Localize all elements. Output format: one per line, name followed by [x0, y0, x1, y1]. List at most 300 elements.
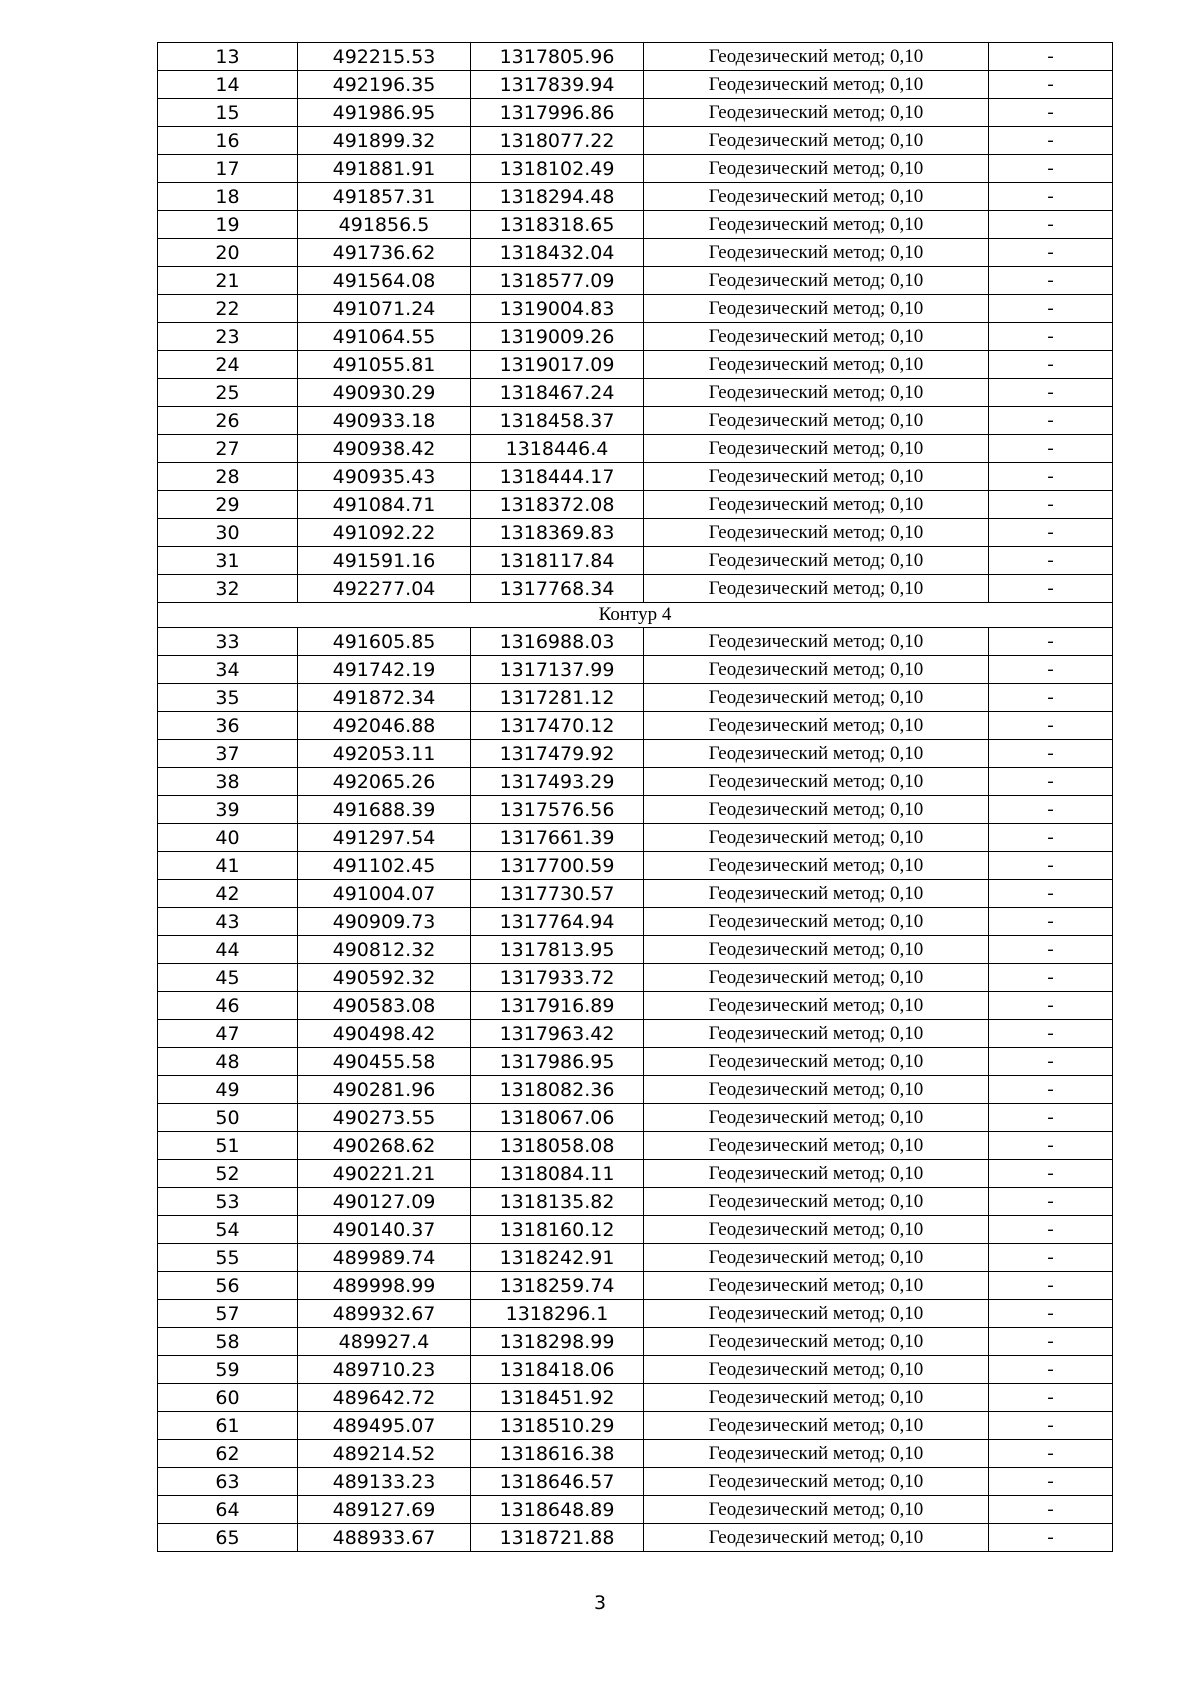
point-number-cell: 53	[158, 1188, 298, 1216]
point-number-cell: 32	[158, 575, 298, 603]
point-number-cell: 41	[158, 852, 298, 880]
x-coordinate-cell: 490455.58	[298, 1048, 471, 1076]
y-coordinate-cell: 1318259.74	[471, 1272, 644, 1300]
table-row	[158, 323, 1113, 351]
point-number-cell: 37	[158, 740, 298, 768]
x-coordinate-cell: 491564.08	[298, 267, 471, 295]
point-number-cell: 29	[158, 491, 298, 519]
note-cell: -	[989, 267, 1113, 295]
y-coordinate-cell: 1318082.36	[471, 1076, 644, 1104]
point-number-cell: 27	[158, 435, 298, 463]
method-cell: Геодезический метод; 0,10	[644, 211, 989, 239]
y-coordinate-cell: 1318616.38	[471, 1440, 644, 1468]
method-cell: Геодезический метод; 0,10	[644, 267, 989, 295]
y-coordinate-cell: 1318369.83	[471, 519, 644, 547]
method-cell: Геодезический метод; 0,10	[644, 1272, 989, 1300]
note-cell: -	[989, 71, 1113, 99]
x-coordinate-cell: 492215.53	[298, 43, 471, 71]
table-row	[158, 547, 1113, 575]
y-coordinate-cell: 1317986.95	[471, 1048, 644, 1076]
y-coordinate-cell: 1318444.17	[471, 463, 644, 491]
table-row	[158, 824, 1113, 852]
method-cell: Геодезический метод; 0,10	[644, 740, 989, 768]
note-cell: -	[989, 656, 1113, 684]
point-number-cell: 42	[158, 880, 298, 908]
method-cell: Геодезический метод; 0,10	[644, 1048, 989, 1076]
point-number-cell: 31	[158, 547, 298, 575]
point-number-cell: 59	[158, 1356, 298, 1384]
note-cell: -	[989, 211, 1113, 239]
table-row	[158, 211, 1113, 239]
table-row	[158, 964, 1113, 992]
point-number-cell: 28	[158, 463, 298, 491]
method-cell: Геодезический метод; 0,10	[644, 1328, 989, 1356]
contour-title: Контур 4	[158, 603, 1113, 628]
y-coordinate-cell: 1317933.72	[471, 964, 644, 992]
table-row	[158, 435, 1113, 463]
table-row	[158, 71, 1113, 99]
table-row	[158, 1104, 1113, 1132]
x-coordinate-cell: 491297.54	[298, 824, 471, 852]
point-number-cell: 64	[158, 1496, 298, 1524]
table-row	[158, 740, 1113, 768]
point-number-cell: 13	[158, 43, 298, 71]
y-coordinate-cell: 1317661.39	[471, 824, 644, 852]
y-coordinate-cell: 1318467.24	[471, 379, 644, 407]
point-number-cell: 30	[158, 519, 298, 547]
table-row	[158, 407, 1113, 435]
x-coordinate-cell: 490812.32	[298, 936, 471, 964]
note-cell: -	[989, 435, 1113, 463]
y-coordinate-cell: 1318242.91	[471, 1244, 644, 1272]
point-number-cell: 23	[158, 323, 298, 351]
note-cell: -	[989, 1300, 1113, 1328]
y-coordinate-cell: 1318646.57	[471, 1468, 644, 1496]
note-cell: -	[989, 127, 1113, 155]
x-coordinate-cell: 491857.31	[298, 183, 471, 211]
x-coordinate-cell: 489642.72	[298, 1384, 471, 1412]
method-cell: Геодезический метод; 0,10	[644, 491, 989, 519]
point-number-cell: 38	[158, 768, 298, 796]
method-cell: Геодезический метод; 0,10	[644, 1468, 989, 1496]
y-coordinate-cell: 1317493.29	[471, 768, 644, 796]
method-cell: Геодезический метод; 0,10	[644, 1300, 989, 1328]
method-cell: Геодезический метод; 0,10	[644, 824, 989, 852]
y-coordinate-cell: 1318298.99	[471, 1328, 644, 1356]
method-cell: Геодезический метод; 0,10	[644, 155, 989, 183]
point-number-cell: 17	[158, 155, 298, 183]
table-row	[158, 267, 1113, 295]
table-row	[158, 796, 1113, 824]
table-row	[158, 463, 1113, 491]
point-number-cell: 15	[158, 99, 298, 127]
x-coordinate-cell: 492053.11	[298, 740, 471, 768]
note-cell: -	[989, 99, 1113, 127]
method-cell: Геодезический метод; 0,10	[644, 684, 989, 712]
point-number-cell: 62	[158, 1440, 298, 1468]
point-number-cell: 56	[158, 1272, 298, 1300]
x-coordinate-cell: 489710.23	[298, 1356, 471, 1384]
x-coordinate-cell: 492277.04	[298, 575, 471, 603]
x-coordinate-cell: 488933.67	[298, 1524, 471, 1552]
x-coordinate-cell: 491605.85	[298, 628, 471, 656]
y-coordinate-cell: 1317996.86	[471, 99, 644, 127]
table-row	[158, 99, 1113, 127]
x-coordinate-cell: 491986.95	[298, 99, 471, 127]
x-coordinate-cell: 491055.81	[298, 351, 471, 379]
method-cell: Геодезический метод; 0,10	[644, 183, 989, 211]
y-coordinate-cell: 1318458.37	[471, 407, 644, 435]
x-coordinate-cell: 490273.55	[298, 1104, 471, 1132]
note-cell: -	[989, 1272, 1113, 1300]
y-coordinate-cell: 1318135.82	[471, 1188, 644, 1216]
note-cell: -	[989, 351, 1113, 379]
x-coordinate-cell: 491004.07	[298, 880, 471, 908]
note-cell: -	[989, 908, 1113, 936]
table-row	[158, 852, 1113, 880]
note-cell: -	[989, 1020, 1113, 1048]
note-cell: -	[989, 1160, 1113, 1188]
x-coordinate-cell: 490583.08	[298, 992, 471, 1020]
table-row	[158, 1048, 1113, 1076]
y-coordinate-cell: 1318432.04	[471, 239, 644, 267]
y-coordinate-cell: 1319009.26	[471, 323, 644, 351]
point-number-cell: 33	[158, 628, 298, 656]
note-cell: -	[989, 239, 1113, 267]
x-coordinate-cell: 491102.45	[298, 852, 471, 880]
table-row	[158, 575, 1113, 603]
y-coordinate-cell: 1318296.1	[471, 1300, 644, 1328]
note-cell: -	[989, 1132, 1113, 1160]
method-cell: Геодезический метод; 0,10	[644, 992, 989, 1020]
point-number-cell: 63	[158, 1468, 298, 1496]
method-cell: Геодезический метод; 0,10	[644, 768, 989, 796]
point-number-cell: 22	[158, 295, 298, 323]
note-cell: -	[989, 964, 1113, 992]
point-number-cell: 24	[158, 351, 298, 379]
table-row	[158, 1300, 1113, 1328]
x-coordinate-cell: 491742.19	[298, 656, 471, 684]
note-cell: -	[989, 852, 1113, 880]
table-row	[158, 1272, 1113, 1300]
method-cell: Геодезический метод; 0,10	[644, 71, 989, 99]
table-row	[158, 1328, 1113, 1356]
note-cell: -	[989, 936, 1113, 964]
note-cell: -	[989, 43, 1113, 71]
note-cell: -	[989, 183, 1113, 211]
method-cell: Геодезический метод; 0,10	[644, 547, 989, 575]
table-row	[158, 1412, 1113, 1440]
point-number-cell: 57	[158, 1300, 298, 1328]
table-row	[158, 1496, 1113, 1524]
y-coordinate-cell: 1318372.08	[471, 491, 644, 519]
table-row	[158, 1440, 1113, 1468]
y-coordinate-cell: 1316988.03	[471, 628, 644, 656]
y-coordinate-cell: 1318067.06	[471, 1104, 644, 1132]
x-coordinate-cell: 491071.24	[298, 295, 471, 323]
x-coordinate-cell: 489127.69	[298, 1496, 471, 1524]
x-coordinate-cell: 491899.32	[298, 127, 471, 155]
y-coordinate-cell: 1318721.88	[471, 1524, 644, 1552]
x-coordinate-cell: 491736.62	[298, 239, 471, 267]
method-cell: Геодезический метод; 0,10	[644, 1076, 989, 1104]
x-coordinate-cell: 490909.73	[298, 908, 471, 936]
note-cell: -	[989, 407, 1113, 435]
table-row	[158, 379, 1113, 407]
page-number: 3	[593, 1592, 607, 1614]
note-cell: -	[989, 1412, 1113, 1440]
note-cell: -	[989, 519, 1113, 547]
point-number-cell: 25	[158, 379, 298, 407]
y-coordinate-cell: 1318318.65	[471, 211, 644, 239]
note-cell: -	[989, 155, 1113, 183]
note-cell: -	[989, 768, 1113, 796]
method-cell: Геодезический метод; 0,10	[644, 519, 989, 547]
y-coordinate-cell: 1317479.92	[471, 740, 644, 768]
method-cell: Геодезический метод; 0,10	[644, 575, 989, 603]
coordinates-table	[157, 42, 1113, 1552]
x-coordinate-cell: 491856.5	[298, 211, 471, 239]
method-cell: Геодезический метод; 0,10	[644, 1132, 989, 1160]
method-cell: Геодезический метод; 0,10	[644, 936, 989, 964]
method-cell: Геодезический метод; 0,10	[644, 712, 989, 740]
note-cell: -	[989, 880, 1113, 908]
y-coordinate-cell: 1317700.59	[471, 852, 644, 880]
method-cell: Геодезический метод; 0,10	[644, 1412, 989, 1440]
table-row	[158, 768, 1113, 796]
y-coordinate-cell: 1317839.94	[471, 71, 644, 99]
method-cell: Геодезический метод; 0,10	[644, 407, 989, 435]
table-row	[158, 712, 1113, 740]
method-cell: Геодезический метод; 0,10	[644, 1356, 989, 1384]
point-number-cell: 16	[158, 127, 298, 155]
table-row	[158, 656, 1113, 684]
y-coordinate-cell: 1318102.49	[471, 155, 644, 183]
method-cell: Геодезический метод; 0,10	[644, 1496, 989, 1524]
x-coordinate-cell: 490935.43	[298, 463, 471, 491]
table-row	[158, 684, 1113, 712]
x-coordinate-cell: 491092.22	[298, 519, 471, 547]
y-coordinate-cell: 1318058.08	[471, 1132, 644, 1160]
note-cell: -	[989, 575, 1113, 603]
point-number-cell: 19	[158, 211, 298, 239]
x-coordinate-cell: 489998.99	[298, 1272, 471, 1300]
method-cell: Геодезический метод; 0,10	[644, 1216, 989, 1244]
x-coordinate-cell: 491881.91	[298, 155, 471, 183]
y-coordinate-cell: 1318510.29	[471, 1412, 644, 1440]
note-cell: -	[989, 628, 1113, 656]
method-cell: Геодезический метод; 0,10	[644, 1188, 989, 1216]
x-coordinate-cell: 492196.35	[298, 71, 471, 99]
note-cell: -	[989, 824, 1113, 852]
point-number-cell: 43	[158, 908, 298, 936]
y-coordinate-cell: 1318084.11	[471, 1160, 644, 1188]
point-number-cell: 39	[158, 796, 298, 824]
point-number-cell: 55	[158, 1244, 298, 1272]
method-cell: Геодезический метод; 0,10	[644, 1104, 989, 1132]
table-row	[158, 992, 1113, 1020]
point-number-cell: 44	[158, 936, 298, 964]
note-cell: -	[989, 1496, 1113, 1524]
method-cell: Геодезический метод; 0,10	[644, 656, 989, 684]
y-coordinate-cell: 1317805.96	[471, 43, 644, 71]
note-cell: -	[989, 323, 1113, 351]
table-row	[158, 908, 1113, 936]
point-number-cell: 50	[158, 1104, 298, 1132]
x-coordinate-cell: 489927.4	[298, 1328, 471, 1356]
x-coordinate-cell: 491872.34	[298, 684, 471, 712]
note-cell: -	[989, 740, 1113, 768]
point-number-cell: 49	[158, 1076, 298, 1104]
x-coordinate-cell: 490930.29	[298, 379, 471, 407]
y-coordinate-cell: 1317576.56	[471, 796, 644, 824]
x-coordinate-cell: 492065.26	[298, 768, 471, 796]
x-coordinate-cell: 490592.32	[298, 964, 471, 992]
note-cell: -	[989, 1524, 1113, 1552]
table-row	[158, 1356, 1113, 1384]
y-coordinate-cell: 1317963.42	[471, 1020, 644, 1048]
table-row	[158, 1188, 1113, 1216]
method-cell: Геодезический метод; 0,10	[644, 43, 989, 71]
method-cell: Геодезический метод; 0,10	[644, 99, 989, 127]
method-cell: Геодезический метод; 0,10	[644, 1384, 989, 1412]
table-row	[158, 1244, 1113, 1272]
x-coordinate-cell: 491064.55	[298, 323, 471, 351]
point-number-cell: 35	[158, 684, 298, 712]
method-cell: Геодезический метод; 0,10	[644, 964, 989, 992]
point-number-cell: 58	[158, 1328, 298, 1356]
note-cell: -	[989, 1328, 1113, 1356]
table-row	[158, 351, 1113, 379]
table-row	[158, 1216, 1113, 1244]
x-coordinate-cell: 489932.67	[298, 1300, 471, 1328]
table-row	[158, 1132, 1113, 1160]
x-coordinate-cell: 490127.09	[298, 1188, 471, 1216]
note-cell: -	[989, 992, 1113, 1020]
point-number-cell: 46	[158, 992, 298, 1020]
note-cell: -	[989, 547, 1113, 575]
y-coordinate-cell: 1319004.83	[471, 295, 644, 323]
table-row	[158, 1384, 1113, 1412]
method-cell: Геодезический метод; 0,10	[644, 796, 989, 824]
y-coordinate-cell: 1318451.92	[471, 1384, 644, 1412]
method-cell: Геодезический метод; 0,10	[644, 323, 989, 351]
method-cell: Геодезический метод; 0,10	[644, 880, 989, 908]
x-coordinate-cell: 490140.37	[298, 1216, 471, 1244]
y-coordinate-cell: 1318117.84	[471, 547, 644, 575]
point-number-cell: 48	[158, 1048, 298, 1076]
note-cell: -	[989, 1048, 1113, 1076]
table-row	[158, 295, 1113, 323]
method-cell: Геодезический метод; 0,10	[644, 1244, 989, 1272]
x-coordinate-cell: 490498.42	[298, 1020, 471, 1048]
table-row	[158, 1468, 1113, 1496]
contour-header-row	[158, 603, 1113, 628]
note-cell: -	[989, 379, 1113, 407]
point-number-cell: 47	[158, 1020, 298, 1048]
table-row	[158, 519, 1113, 547]
x-coordinate-cell: 489495.07	[298, 1412, 471, 1440]
table-row	[158, 183, 1113, 211]
note-cell: -	[989, 796, 1113, 824]
method-cell: Геодезический метод; 0,10	[644, 628, 989, 656]
point-number-cell: 51	[158, 1132, 298, 1160]
point-number-cell: 61	[158, 1412, 298, 1440]
y-coordinate-cell: 1317813.95	[471, 936, 644, 964]
table-row	[158, 239, 1113, 267]
method-cell: Геодезический метод; 0,10	[644, 1440, 989, 1468]
method-cell: Геодезический метод; 0,10	[644, 239, 989, 267]
y-coordinate-cell: 1317730.57	[471, 880, 644, 908]
y-coordinate-cell: 1318418.06	[471, 1356, 644, 1384]
method-cell: Геодезический метод; 0,10	[644, 1020, 989, 1048]
y-coordinate-cell: 1317137.99	[471, 656, 644, 684]
x-coordinate-cell: 490281.96	[298, 1076, 471, 1104]
method-cell: Геодезический метод; 0,10	[644, 295, 989, 323]
point-number-cell: 36	[158, 712, 298, 740]
point-number-cell: 52	[158, 1160, 298, 1188]
note-cell: -	[989, 1104, 1113, 1132]
y-coordinate-cell: 1318160.12	[471, 1216, 644, 1244]
point-number-cell: 26	[158, 407, 298, 435]
point-number-cell: 60	[158, 1384, 298, 1412]
table-row	[158, 936, 1113, 964]
method-cell: Геодезический метод; 0,10	[644, 1160, 989, 1188]
y-coordinate-cell: 1317470.12	[471, 712, 644, 740]
point-number-cell: 54	[158, 1216, 298, 1244]
point-number-cell: 20	[158, 239, 298, 267]
table-row	[158, 491, 1113, 519]
x-coordinate-cell: 489989.74	[298, 1244, 471, 1272]
table-row	[158, 880, 1113, 908]
y-coordinate-cell: 1318577.09	[471, 267, 644, 295]
method-cell: Геодезический метод; 0,10	[644, 908, 989, 936]
note-cell: -	[989, 295, 1113, 323]
method-cell: Геодезический метод; 0,10	[644, 351, 989, 379]
note-cell: -	[989, 712, 1113, 740]
y-coordinate-cell: 1317764.94	[471, 908, 644, 936]
note-cell: -	[989, 1216, 1113, 1244]
point-number-cell: 65	[158, 1524, 298, 1552]
method-cell: Геодезический метод; 0,10	[644, 435, 989, 463]
table-row	[158, 1524, 1113, 1552]
x-coordinate-cell: 491688.39	[298, 796, 471, 824]
note-cell: -	[989, 1188, 1113, 1216]
y-coordinate-cell: 1318077.22	[471, 127, 644, 155]
y-coordinate-cell: 1319017.09	[471, 351, 644, 379]
note-cell: -	[989, 1076, 1113, 1104]
y-coordinate-cell: 1318648.89	[471, 1496, 644, 1524]
note-cell: -	[989, 491, 1113, 519]
note-cell: -	[989, 463, 1113, 491]
x-coordinate-cell: 489214.52	[298, 1440, 471, 1468]
table-row	[158, 43, 1113, 71]
point-number-cell: 18	[158, 183, 298, 211]
note-cell: -	[989, 1440, 1113, 1468]
y-coordinate-cell: 1317281.12	[471, 684, 644, 712]
method-cell: Геодезический метод; 0,10	[644, 463, 989, 491]
x-coordinate-cell: 490221.21	[298, 1160, 471, 1188]
table-row	[158, 628, 1113, 656]
method-cell: Геодезический метод; 0,10	[644, 1524, 989, 1552]
table-row	[158, 155, 1113, 183]
note-cell: -	[989, 1244, 1113, 1272]
note-cell: -	[989, 1468, 1113, 1496]
note-cell: -	[989, 1356, 1113, 1384]
x-coordinate-cell: 490933.18	[298, 407, 471, 435]
coordinates-table-body	[158, 43, 1113, 1552]
x-coordinate-cell: 491084.71	[298, 491, 471, 519]
